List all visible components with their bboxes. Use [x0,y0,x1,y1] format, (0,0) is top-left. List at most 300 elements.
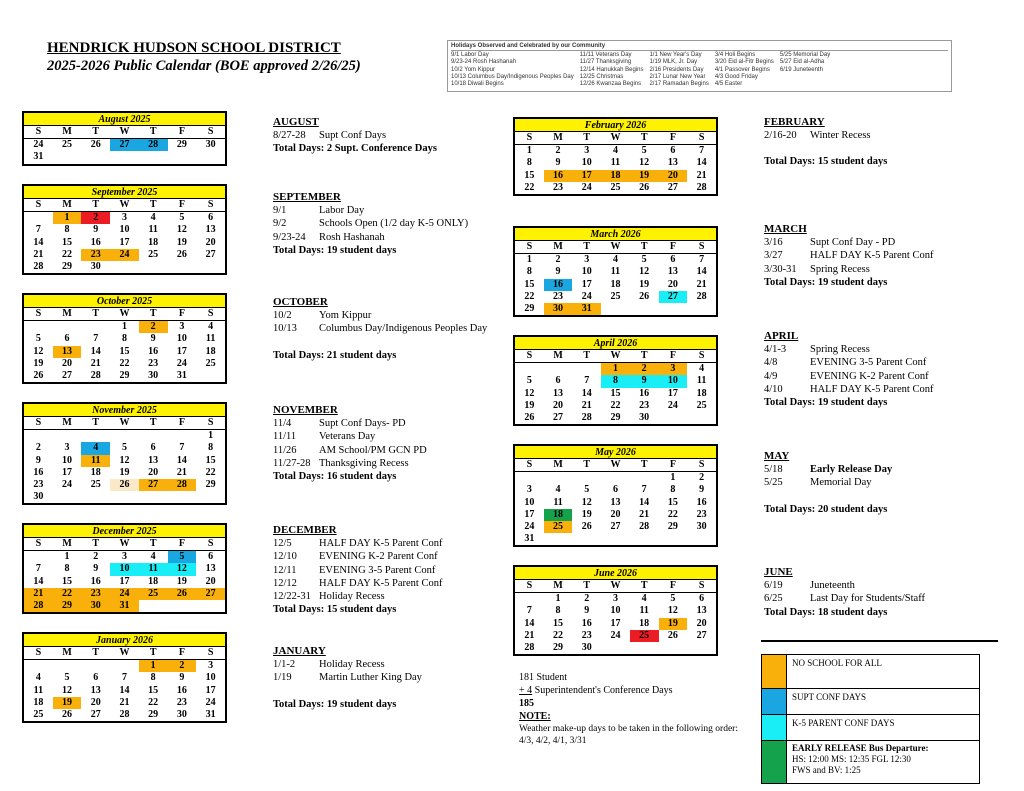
calendar-march [513,226,718,317]
legend [761,654,980,784]
month-heading: MAY [764,450,790,462]
event-row [273,550,442,563]
weekday-label: F [168,308,197,321]
legend-early [762,741,979,783]
month-header: October 2025 [24,295,225,308]
day-cell [53,151,82,163]
day-cell: 6 [555,375,561,387]
day-cell: 4 [555,484,561,496]
event-row [764,579,925,592]
day-cell: 2 [555,145,561,157]
day-cell [515,363,544,376]
month-heading: AUGUST [273,116,319,128]
day-cell: 22 [610,399,621,411]
event-row [273,231,468,244]
day-cell: 27 [90,709,101,721]
day-cell: 15 [667,496,678,508]
day-cell: 13 [205,563,216,575]
calendar-september [22,184,227,275]
weekday-label: S [196,199,225,212]
day-cell: 23 [33,479,44,491]
day-cell: 13 [696,605,707,617]
day-cell: 20 [553,399,564,411]
day-cell: 4 [150,551,156,563]
month-header: May 2026 [515,446,716,459]
day-cell: 19 [581,508,592,520]
event-label: EVENING 3-5 Parent Conf [810,357,927,369]
note-text: Weather make-up days to be taken in the following order: 4/3, 4/2, 4/1, 3/31 [519,724,738,746]
weekday-label: S [196,417,225,430]
day-cell: 31 [524,533,535,545]
day-cell: 17 [572,170,601,182]
day-cell: 11 [553,496,563,508]
day-cell: 2 [168,660,197,673]
weekday-label: S [196,308,225,321]
day-cell: 29 [667,521,678,533]
day-cell: 3 [179,321,185,333]
day-cell [601,533,630,545]
day-cell: 25 [62,139,73,151]
district-title: HENDRICK HUDSON SCHOOL DISTRICT [47,40,341,56]
day-cell: 18 [205,345,216,357]
weekday-label: W [601,241,630,254]
day-cell: 25 [610,290,621,302]
weekday-label: S [196,538,225,551]
weekday-label: S [24,199,53,212]
day-cell: 15 [524,169,535,181]
event-row [273,658,422,671]
day-cell: 22 [667,508,678,520]
day-cell: 27 [696,629,707,641]
day-cell: 8 [64,563,70,575]
day-cell [81,430,110,443]
event-label: Schools Open (1/2 day K-5 ONLY) [319,218,469,230]
month-heading: JUNE [764,566,793,578]
calendar-may [513,444,718,547]
day-cell [53,321,82,334]
day-cell: 25 [544,521,573,533]
event-date: 6/19 [764,580,783,592]
holidays-col [580,52,644,88]
month-header: August 2025 [24,113,225,126]
day-cell: 1 [64,551,70,563]
day-cell [24,660,53,673]
day-cell: 2 [630,363,659,376]
event-date: 9/23-24 [273,231,306,243]
event-label: Martin Luther King Day [319,672,422,684]
day-cell: 1 [526,145,532,157]
day-cell: 29 [62,261,73,273]
calendar-april [513,335,718,426]
event-date: 4/10 [764,383,783,395]
day-cell: 7 [526,605,532,617]
event-row [273,590,442,603]
day-cell [110,660,139,673]
day-cell: 22 [53,588,82,600]
day-cell: 26 [176,248,187,260]
section-april [764,330,933,409]
holiday-item: 3/4 Holi Begins [714,52,756,59]
day-cell: 16 [639,387,650,399]
day-cell [81,491,110,503]
day-cell [53,660,82,673]
day-cell [687,533,716,545]
day-cell: 20 [205,575,216,587]
day-cell: 12 [33,345,44,357]
event-row [764,356,933,369]
event-date: 11/11 [273,431,297,443]
day-cell: 7 [35,224,41,236]
event-label: Columbus Day/Indigenous Peoples Day [319,323,488,335]
day-cell: 21 [696,278,707,290]
day-cell: 22 [62,248,73,260]
day-cell [24,212,53,225]
event-label: Memorial Day [810,477,872,489]
day-cell: 23 [553,181,564,193]
day-cell: 28 [139,139,168,152]
event-date: 10/13 [273,323,297,335]
day-cell: 2 [93,551,99,563]
day-cell: 28 [524,642,535,654]
event-row [764,343,933,356]
month-total: Total Days: 15 student days [764,156,888,168]
day-cell: 2 [555,254,561,266]
event-row [764,263,933,276]
day-cell: 8 [121,333,127,345]
day-cell: 3 [612,593,618,605]
holidays-col [780,52,830,88]
day-cell: 28 [581,412,592,424]
holiday-item: 11/27 Thanksgiving [579,59,632,66]
day-cell: 3 [526,484,532,496]
day-cell: 3 [208,660,214,672]
day-cell: 8 [526,157,532,169]
day-cell: 16 [696,496,707,508]
weekday-label: S [687,580,716,593]
weekday-label: F [168,538,197,551]
day-cell: 7 [179,442,185,454]
month-heading: OCTOBER [273,296,328,308]
day-cell: 27 [667,181,678,193]
day-cell [81,321,110,334]
day-cell: 21 [90,357,101,369]
day-cell: 28 [696,290,707,302]
event-date: 9/1 [273,205,287,217]
weekday-label: M [53,308,82,321]
section-may [764,450,892,516]
day-cell: 18 [610,278,621,290]
day-cell: 13 [53,346,82,358]
day-cell: 2 [35,442,41,454]
weekday-label: F [168,647,197,660]
day-cell: 14 [639,496,650,508]
day-cell: 9 [630,375,659,387]
day-cell: 5 [64,672,70,684]
day-cell [81,151,110,163]
day-cell: 1 [670,472,676,484]
day-cell: 29 [53,600,82,612]
event-label: Labor Day [319,205,365,217]
day-cell [544,363,573,376]
day-cell: 25 [630,630,659,642]
weekday-label: T [630,459,659,472]
weekday-label: W [110,647,139,660]
day-cell: 13 [610,496,621,508]
day-cell: 12 [639,157,650,169]
day-cell: 7 [93,333,99,345]
day-cell: 17 [610,617,621,629]
event-date: 12/22-31 [273,591,311,603]
day-cell: 6 [670,145,676,157]
day-cell: 12 [168,563,197,575]
weekday-label: T [630,132,659,145]
day-cell [572,363,601,376]
summary-plus: + 4 [519,685,533,696]
day-cell: 28 [90,370,101,382]
weekday-label: F [659,580,688,593]
day-cell: 23 [81,249,110,261]
day-cell: 6 [150,442,156,454]
day-cell: 21 [33,248,44,260]
event-date: 1/19 [273,672,292,684]
day-cell: 9 [555,157,561,169]
day-cell: 25 [33,709,44,721]
holidays-title: Holidays Observed and Celebrated by our Community [451,43,948,51]
day-cell: 11 [139,563,168,575]
holiday-item: 2/17 Lunar New Year [649,73,706,80]
holiday-item: 10/18 Diwali Begins [451,81,504,88]
day-cell: 19 [639,278,650,290]
day-cell: 27 [196,588,225,600]
day-cell: 26 [639,290,650,302]
weekday-label: T [572,459,601,472]
weekday-label: T [572,350,601,363]
day-cell: 18 [601,170,630,182]
day-cell [572,533,601,545]
day-cell: 30 [696,521,707,533]
day-cell: 10 [581,157,592,169]
day-cell [24,551,53,564]
day-cell: 6 [64,333,70,345]
day-cell: 11 [148,224,158,236]
day-cell [630,303,659,315]
calendar-december [22,523,227,614]
holiday-item: 2/17 Ramadan Begins [649,81,709,88]
weekday-label: W [110,417,139,430]
day-cell: 23 [148,357,159,369]
day-cell: 12 [639,266,650,278]
day-cell [630,642,659,654]
calendar-june [513,565,718,656]
day-cell: 12 [62,684,73,696]
day-cell: 23 [176,696,187,708]
legend-supt [762,689,979,715]
day-cell [110,430,139,443]
event-label: Last Day for Students/Staff [810,593,925,605]
day-cell: 9 [35,454,41,466]
day-cell: 10 [581,266,592,278]
calendar-february [513,117,718,196]
day-cell: 1 [208,430,214,442]
day-cell: 24 [205,696,216,708]
event-date: 2/16-20 [764,130,797,142]
day-cell [196,151,225,163]
day-cell [687,642,716,654]
month-header: April 2026 [515,337,716,350]
month-heading: MARCH [764,223,807,235]
day-cell: 24 [110,249,139,261]
day-cell: 13 [667,266,678,278]
day-cell: 24 [581,290,592,302]
day-cell: 31 [572,303,601,315]
day-cell: 26 [581,521,592,533]
day-cell: 14 [33,236,44,248]
day-cell: 22 [205,466,216,478]
event-date: 11/26 [273,444,297,456]
event-label: EVENING 3-5 Parent Conf [319,564,436,576]
weekday-label: W [601,350,630,363]
day-cell: 9 [179,672,185,684]
day-cell: 1 [139,660,168,673]
day-cell: 15 [62,575,73,587]
day-cell: 8 [601,375,630,387]
day-cell: 17 [524,508,535,520]
day-cell: 10 [659,375,688,387]
event-label: HALF DAY K-5 Parent Conf [319,538,443,550]
weekday-label: W [110,308,139,321]
day-cell: 9 [699,484,705,496]
day-cell: 12 [667,605,678,617]
weekday-label: T [139,647,168,660]
day-cell: 19 [53,697,82,709]
day-cell [110,261,139,273]
day-cell: 29 [119,370,130,382]
day-cell: 5 [641,145,647,157]
event-label: HALF DAY K-5 Parent Conf [810,250,934,262]
day-cell [196,261,225,273]
day-cell: 13 [90,684,101,696]
holiday-item: 3/20 Eid al-Fitr Begins [714,59,774,66]
legend-label: K-5 PARENT CONF DAYS [792,718,895,728]
weekday-label: M [53,126,82,139]
weekday-label: S [515,350,544,363]
event-date: 3/30-31 [764,263,797,275]
day-cell: 26 [667,629,678,641]
day-cell: 4 [208,321,214,333]
weekday-label: T [630,580,659,593]
day-cell [659,303,688,315]
event-row [764,463,892,476]
legend-swatch-blue [762,689,787,714]
day-cell: 8 [670,484,676,496]
weekday-label: S [515,459,544,472]
weekday-label: M [544,241,573,254]
weekday-label: S [24,538,53,551]
day-cell: 18 [148,236,159,248]
day-cell: 25 [610,181,621,193]
day-cell [196,600,225,612]
weekday-label: S [515,580,544,593]
day-cell: 27 [610,521,621,533]
event-label: Spring Recess [810,344,870,356]
day-cell: 10 [524,496,535,508]
event-row [273,430,427,443]
event-date: 3/16 [764,237,783,249]
day-cell: 20 [659,170,688,182]
day-cell: 10 [110,563,139,575]
day-cell: 3 [584,145,590,157]
event-date: 9/2 [273,218,287,230]
event-date: 5/18 [764,464,783,476]
month-total: Total Days: 19 student days [273,698,397,710]
day-cell: 15 [148,684,159,696]
day-cell [544,472,573,485]
section-november [273,404,427,483]
day-cell [168,600,197,612]
day-cell: 24 [524,521,535,533]
day-cell: 8 [64,224,70,236]
month-heading: APRIL [764,330,799,342]
day-cell [687,303,716,315]
day-cell [168,261,197,273]
day-cell: 1 [526,254,532,266]
day-cell: 6 [208,212,214,224]
day-cell [630,472,659,485]
day-cell: 17 [581,278,592,290]
day-cell: 20 [90,696,101,708]
day-cell: 23 [81,588,110,600]
day-cell: 3 [121,551,127,563]
day-cell: 14 [176,454,187,466]
holiday-item: 1/19 MLK, Jr. Day [649,59,698,66]
day-cell: 7 [121,672,127,684]
event-row [273,457,427,470]
day-cell: 3 [64,442,70,454]
day-cell: 26 [33,370,44,382]
month-header: March 2026 [515,228,716,241]
weekday-label: T [139,199,168,212]
day-cell: 27 [62,370,73,382]
day-cell: 16 [544,279,573,291]
day-cell: 24 [62,479,73,491]
day-cell [139,261,168,273]
day-cell: 30 [205,139,216,151]
day-cell: 17 [119,236,130,248]
section-june [764,566,925,619]
day-cell: 4 [641,593,647,605]
day-cell: 16 [90,236,101,248]
event-date: 5/25 [764,477,783,489]
day-cell: 29 [610,412,621,424]
weekday-label: T [139,308,168,321]
holidays-col [649,52,708,88]
day-cell: 21 [696,169,707,181]
day-cell: 29 [553,642,564,654]
day-cell: 4 [612,145,618,157]
holiday-item: 11/11 Veterans Day [579,52,632,59]
day-cell [572,472,601,485]
month-total: Total Days: 15 student days [273,604,397,616]
weekday-label: T [81,308,110,321]
day-cell: 1 [555,593,561,605]
day-cell: 29 [524,303,535,315]
legend-swatch-orange [762,655,787,688]
weekday-label: M [544,132,573,145]
event-row [273,444,427,457]
day-cell: 6 [670,254,676,266]
weekday-label: F [168,417,197,430]
summary [519,671,749,747]
